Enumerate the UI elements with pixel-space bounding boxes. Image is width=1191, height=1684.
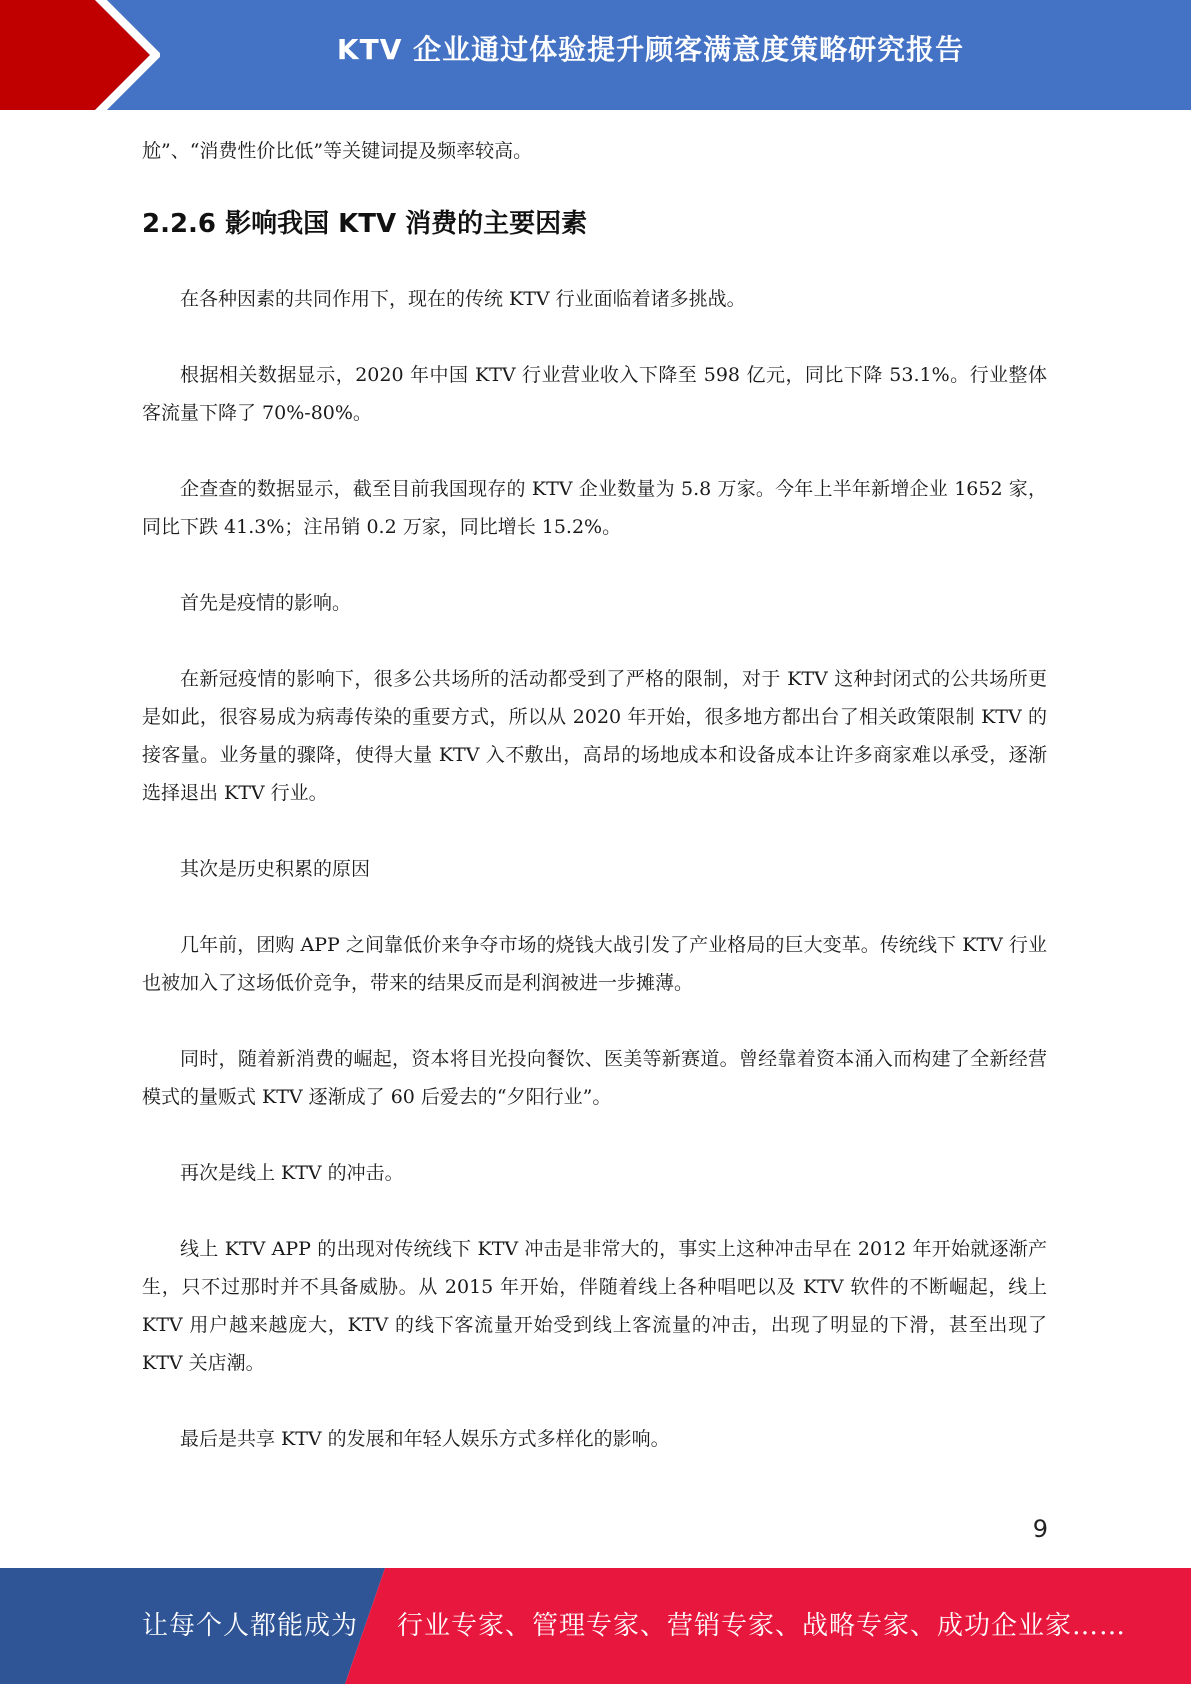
page-footer bbox=[0, 1568, 1191, 1684]
section-heading: 2.2.6 影响我国 KTV 消费的主要因素 bbox=[142, 209, 588, 239]
paragraph: 在各种因素的共同作用下，现在的传统 KTV 行业面临着诸多挑战。 bbox=[180, 288, 746, 310]
report-title: KTV 企业通过体验提升顾客满意度策略研究报告 bbox=[336, 33, 965, 66]
paragraph: 再次是线上 KTV 的冲击。 bbox=[180, 1162, 404, 1184]
paragraph: 其次是历史积累的原因 bbox=[180, 858, 371, 880]
continuation-text: 尬”、“消费性价比低”等关键词提及频率较高。 bbox=[142, 140, 533, 162]
header-chevron-icon bbox=[0, 0, 160, 110]
paragraph: 同时，随着新消费的崛起，资本将目光投向餐饮、医美等新赛道。曾经靠着资本涌入而构建了全新经营模式的量贩式 KTV 逐渐成了 60 后爱去的“夕阳行业”。 bbox=[142, 1048, 1047, 1108]
paragraph: 最后是共享 KTV 的发展和年轻人娱乐方式多样化的影响。 bbox=[180, 1428, 670, 1450]
footer-slogan-right: 行业专家、管理专家、营销专家、战略专家、成功企业家…… bbox=[397, 1611, 1127, 1641]
page-number: 9 bbox=[1032, 1515, 1048, 1543]
page-content bbox=[142, 132, 1047, 1458]
footer-slogan-left: 让每个人都能成为 bbox=[142, 1611, 359, 1641]
paragraph: 几年前，团购 APP 之间靠低价来争夺市场的烧钱大战引发了产业格局的巨大变革。传统线下 KTV 行业也被加入了这场低价竞争，带来的结果反而是利润被进一步摊薄。 bbox=[142, 934, 1047, 994]
paragraph: 在新冠疫情的影响下，很多公共场所的活动都受到了严格的限制，对于 KTV 这种封闭式的公共场所更是如此，很容易成为病毒传染的重要方式，所以从 2020 年开始，很多地方都出台了相关政策限制 KTV 的接客量。业务量的骤降，使得大量 KTV 入不敷出，高昂的场地成本和设备成本让许多商家难以承受，逐渐选择退出 KTV 行业。 bbox=[142, 668, 1047, 804]
paragraph: 线上 KTV APP 的出现对传统线下 KTV 冲击是非常大的，事实上这种冲击早在 2012 年开始就逐渐产生，只不过那时并不具备威胁。从 2015 年开始，伴随着线上各种唱吧以及 KTV 软件的不断崛起，线上 KTV 用户越来越庞大，KTV 的线下客流量开始受到线上客流量的冲击，出现了明显的下滑，甚至出现了 KTV 关店潮。 bbox=[142, 1238, 1047, 1374]
paragraph: 根据相关数据显示，2020 年中国 KTV 行业营业收入下降至 598 亿元，同比下降 53.1%。行业整体客流量下降了 70%-80%。 bbox=[142, 364, 1047, 424]
page-header bbox=[0, 0, 1191, 110]
paragraph: 首先是疫情的影响。 bbox=[180, 592, 352, 614]
paragraph: 企查查的数据显示，截至目前我国现存的 KTV 企业数量为 5.8 万家。今年上半年新增企业 1652 家，同比下跌 41.3%；注吊销 0.2 万家，同比增长 15.2%。 bbox=[142, 478, 1047, 538]
